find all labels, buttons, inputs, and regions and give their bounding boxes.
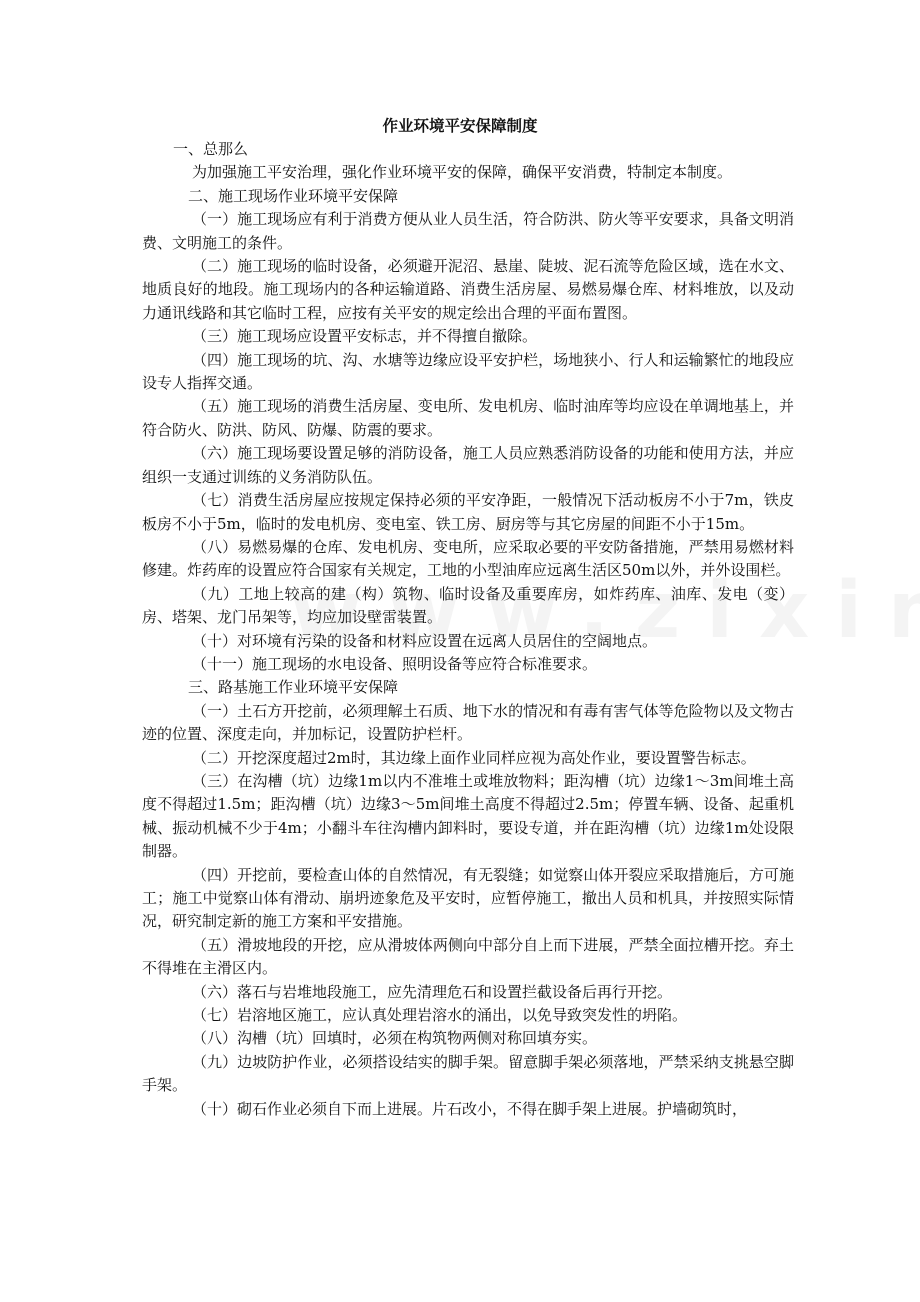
body-paragraph: （一）土石方开挖前，必须理解土石质、地下水的情况和有毒有害气体等危险物以及文物古迹的位置、深度走向，并加标记，设置防护栏杆。 (142, 701, 794, 744)
body-paragraph: （三）在沟槽（坑）边缘1m以内不准堆土或堆放物料；距沟槽（坑）边缘1～3m间堆土高度不得超过1.5m；距沟槽（坑）边缘3～5m间堆土高度不得超过2.5m；停置车辆、设备、起重机械、振动机械不少于4m；小翻斗车往沟槽内卸料时，要设专道，并在距沟槽（坑）边缘1m处设限制器。 (142, 771, 794, 861)
document-body (142, 138, 794, 1121)
body-paragraph: （二）开挖深度超过2m时，其边缘上面作业同样应视为高处作业，要设置警告标志。 (192, 748, 756, 767)
body-paragraph: （七）消费生活房屋应按规定保持必须的平安净距，一般情况下活动板房不小于7m，铁皮板房不小于5m，临时的发电机房、变电室、铁工房、厨房等与其它房屋的间距不小于15m。 (142, 491, 794, 533)
body-paragraph: （七）岩溶地区施工，应认真处理岩溶水的涌出，以免导致突发性的坍陷。 (192, 1006, 688, 1025)
body-paragraph: （八）易燃易爆的仓库、发电机房、变电所，应采取必要的平安防备措施，严禁用易燃材料修建。炸药库的设置应符合国家有关规定，工地的小型油库应远离生活区50m以外，并外设围栏。 (142, 537, 794, 580)
document-title: 作业环境平安保障制度 (382, 116, 538, 135)
body-paragraph: （六）落石与岩堆地段施工，应先清理危石和设置拦截设备后再行开挖。 (192, 982, 673, 1001)
section-heading: 一、总那么 (173, 140, 249, 158)
body-paragraph: （五）滑坡地段的开挖，应从滑坡体两侧向中部分自上而下进展，严禁全面拉槽开挖。弃土不得堆在主滑区内。 (142, 935, 794, 978)
body-paragraph: 为加强施工平安治理，强化作业环境平安的保障，确保平安消费，特制定本制度。 (192, 163, 733, 182)
body-paragraph: （六）施工现场要设置足够的消防设备，施工人员应熟悉消防设备的功能和使用方法，并应组织一支通过训练的义务消防队伍。 (142, 444, 794, 486)
body-paragraph: （五）施工现场的消费生活房屋、变电所、发电机房、临时油库等均应设在单调地基上，并符合防火、防洪、防风、防爆、防震的要求。 (142, 397, 794, 439)
body-paragraph: （九）工地上较高的建（构）筑物、临时设备及重要库房，如炸药库、油库、发电（变）房、塔架、龙门吊架等，均应加设壁雷装置。 (142, 584, 794, 627)
body-paragraph: （九）边坡防护作业，必须搭设结实的脚手架。留意脚手架必须落地，严禁采纳支挑悬空脚手架。 (142, 1052, 794, 1095)
body-paragraph: （二）施工现场的临时设备，必须避开泥沼、悬崖、陡坡、泥石流等危险区域，选在水文、地质良好的地段。施工现场内的各种运输道路、消费生活房屋、易燃易爆仓库、材料堆放，以及动力通讯线路和其它临时工程，应按有关平安的规定绘出合理的平面布置图。 (142, 257, 794, 322)
body-paragraph: （四）施工现场的坑、沟、水塘等边缘应设平安护栏，场地狭小、行人和运输繁忙的地段应设专人指挥交通。 (142, 350, 794, 393)
body-paragraph: （十一）施工现场的水电设备、照明设备等应符合标准要求。 (192, 654, 598, 673)
body-paragraph: （三）施工现场应设置平安标志，并不得擅自撤除。 (192, 327, 538, 346)
section-heading: 二、施工现场作业环境平安保障 (188, 186, 399, 205)
section-heading: 三、路基施工作业环境平安保障 (188, 678, 399, 697)
body-paragraph: （八）沟槽（坑）回填时，必须在构筑物两侧对称回填夯实。 (192, 1029, 598, 1048)
body-paragraph: （十）对环境有污染的设备和材料应设置在远离人员居住的空阔地点。 (192, 631, 658, 650)
body-paragraph: （十）砌石作业必须自下而上进展。片石改小，不得在脚手架上进展。护墙砌筑时， (192, 1099, 748, 1118)
body-paragraph: （四）开挖前，要检查山体的自然情况，有无裂缝；如觉察山体开裂应采取措施后，方可施工；施工中觉察山体有滑动、崩坍迹象危及平安时，应暂停施工，撤出人员和机具，并按照实际情况，研究制定新的施工方案和平安措施。 (142, 865, 794, 931)
body-paragraph: （一）施工现场应有利于消费方便从业人员生活，符合防洪、防火等平安要求，具备文明消费、文明施工的条件。 (142, 210, 794, 252)
